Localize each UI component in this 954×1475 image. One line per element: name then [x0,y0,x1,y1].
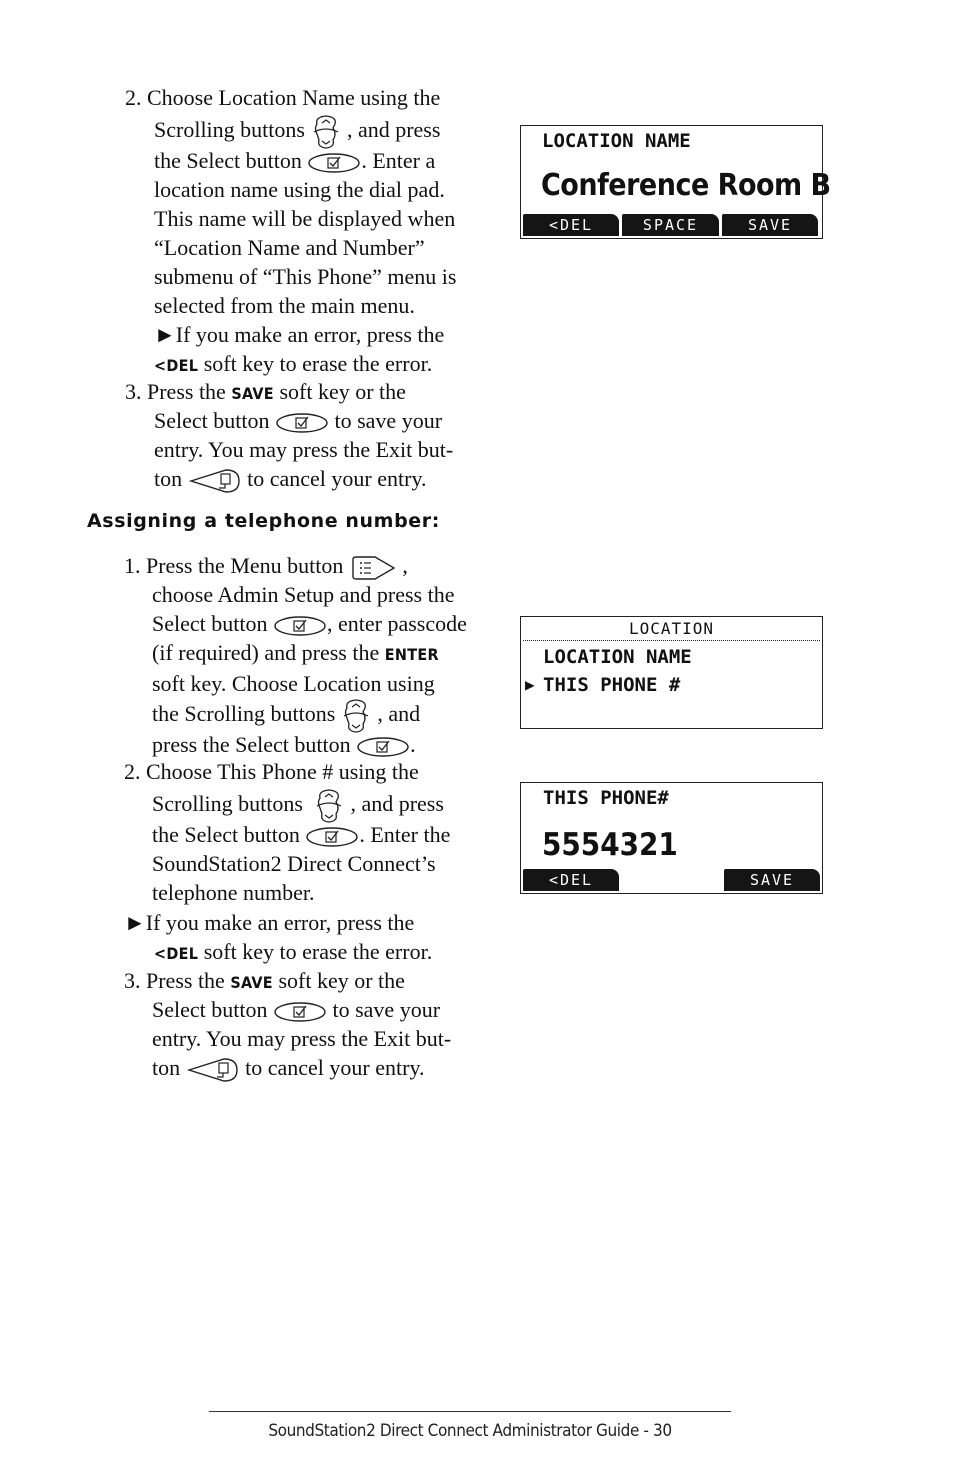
lcd-title: THIS PHONE# [543,787,669,809]
step-text: Scrolling buttons , and press the Select button . Enter the SoundStation2 Direct Connect’s telephone number. [152,788,450,907]
footer-rule [209,1411,731,1412]
menu-button-icon [349,555,397,581]
page-footer: SoundStation2 Direct Connect Administrator Guide - 30 [268,1421,672,1441]
lcd-location-menu-screen [520,616,823,729]
lcd-menu-item-location-name[interactable]: LOCATION NAME [543,646,692,668]
softkey-save[interactable]: SAVE [722,214,818,236]
select-button-icon [307,152,361,174]
lcd-phone-number-value: 5554321 [542,827,678,863]
select-button-icon [356,736,410,758]
lcd-softkey-row [523,214,820,236]
del-softkey-label: <DEL [154,944,199,963]
step-open-location-menu: 1. Press the Menu button , [124,551,408,581]
selection-arrow-icon: ▶ [525,675,535,694]
step-text: Select button to save your entry. You may press the Exit but- ton to cancel your entry. [152,995,451,1084]
scroll-buttons-icon [308,788,350,824]
select-button-icon [275,412,329,434]
exit-button-icon [186,1056,240,1084]
step-text: Scrolling buttons , and press the Select button . Enter a location name using the dial pad. This name will be displayed when “Location Name and Number” submenu of “This Phone” menu is selected from the main menu. ►If you make an error, press the <DEL soft key to erase the error. [154,114,456,380]
lcd-title: LOCATION NAME [542,130,691,152]
softkey-del[interactable]: <DEL [523,869,619,891]
enter-softkey-label: ENTER [384,645,439,664]
exit-button-icon [188,467,242,495]
softkey-space[interactable]: SPACE [622,214,719,236]
step-number: 1. [124,553,141,578]
save-softkey-label: SAVE [231,384,274,403]
step-number: 2. [125,85,142,110]
select-button-icon [273,615,327,637]
select-button-icon [273,1001,327,1023]
step-number: 3. [124,968,141,993]
step-save-phone-number: 3. Press the SAVE soft key or the [124,968,405,993]
step-number: 3. [125,379,142,404]
step-number: 2. [124,759,141,784]
lcd-this-phone-screen [520,782,823,894]
scroll-buttons-icon [335,698,377,734]
lcd-menu-title: LOCATION [628,619,715,638]
scroll-buttons-icon [305,114,347,150]
step-choose-this-phone: 2. Choose This Phone # using the [124,759,419,784]
step-choose-location-name: 2. Choose Location Name using the [125,85,441,110]
step-text: choose Admin Setup and press the Select button , enter passcode (if required) and press the ENTER soft key. Choose Location using the Scrolling buttons , and press the Select button . [152,582,467,757]
lcd-location-value: Conference Room B [541,168,831,203]
lcd-softkey-row [523,869,820,891]
section-heading: Assigning a telephone number: [87,510,440,532]
softkey-del[interactable]: <DEL [523,214,619,236]
lcd-title-divider [523,640,820,641]
del-softkey-label: <DEL [154,356,199,375]
step-text: Select button to save your entry. You may press the Exit but- ton to cancel your entry. [154,406,453,495]
select-button-icon [305,826,359,848]
softkey-save[interactable]: SAVE [724,869,820,891]
error-tip: ►If you make an error, press the <DEL soft key to erase the error. [124,910,433,964]
save-softkey-label: SAVE [230,973,273,992]
lcd-location-name-screen [520,125,831,239]
step-save-location-name: 3. Press the SAVE soft key or the [125,379,406,404]
lcd-menu-item-this-phone[interactable]: THIS PHONE # [543,674,681,696]
